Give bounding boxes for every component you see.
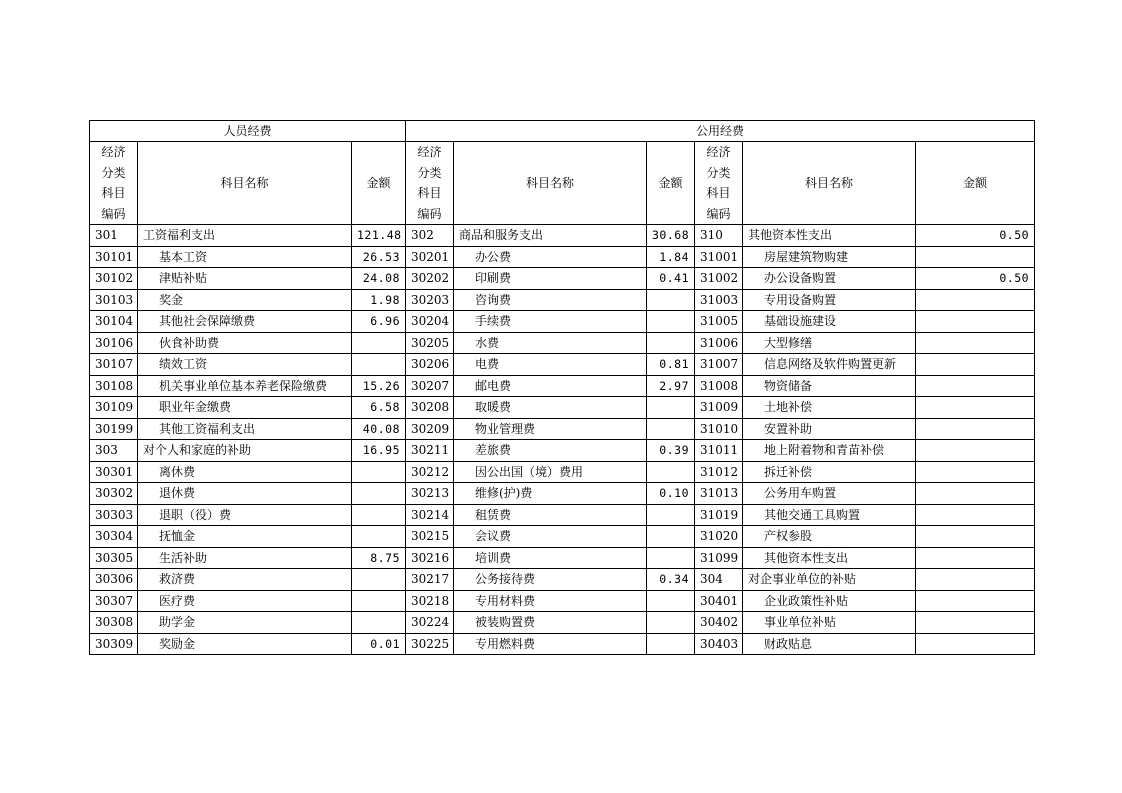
account-code: 31013: [695, 483, 743, 505]
account-name: [138, 246, 352, 268]
amount-value: [352, 354, 406, 376]
account-name-text: 土地补偿: [764, 400, 813, 415]
account-name: [743, 246, 916, 268]
account-name-text: 办公设备购置: [764, 271, 837, 286]
account-name-text: 离休费: [159, 464, 196, 479]
account-name-text: 专用设备购置: [764, 292, 837, 307]
amount-value: 0.10: [647, 483, 695, 505]
amount-value: [352, 569, 406, 591]
account-code: 30403: [695, 633, 743, 655]
amount-value: [647, 311, 695, 333]
amount-value: 0.01: [352, 633, 406, 655]
account-name-text: 奖金: [159, 292, 184, 307]
amount-value: [352, 483, 406, 505]
account-name-text: 被装购置费: [475, 615, 536, 630]
personnel-header: 人员经费: [90, 121, 406, 142]
account-name: [138, 225, 352, 247]
account-name: [454, 461, 647, 483]
account-name: [743, 504, 916, 526]
amount-value: [916, 246, 1035, 268]
account-name-text: 津贴补贴: [159, 271, 208, 286]
amount-value: 6.96: [352, 311, 406, 333]
amount-value: 0.81: [647, 354, 695, 376]
account-name: [138, 268, 352, 290]
account-code: 30304: [90, 526, 138, 548]
account-name: [743, 268, 916, 290]
account-name: [743, 311, 916, 333]
account-name: [138, 633, 352, 655]
account-name: [138, 612, 352, 634]
column-header-row: [90, 142, 1035, 225]
amount-value: [647, 461, 695, 483]
table-row: [90, 418, 1035, 440]
table-row: [90, 289, 1035, 311]
amount-value: 0.50: [916, 268, 1035, 290]
account-name-text: 伙食补助费: [159, 335, 220, 350]
account-name-text: 专用材料费: [475, 593, 536, 608]
amount-value: [352, 461, 406, 483]
amount-value: [916, 590, 1035, 612]
account-name-text: 生活补助: [159, 550, 208, 565]
amount-value: [647, 590, 695, 612]
account-name: [138, 311, 352, 333]
account-name-text: 退休费: [159, 486, 196, 501]
account-name-text: 安置补助: [764, 421, 813, 436]
account-name-text: 抚恤金: [159, 529, 196, 544]
account-name-text: 地上附着物和青苗补偿: [764, 443, 885, 458]
account-name: [454, 590, 647, 612]
name-header: 科目名称: [454, 142, 647, 225]
amount-value: 8.75: [352, 547, 406, 569]
amount-value: [647, 633, 695, 655]
account-code: 30217: [406, 569, 454, 591]
account-code: 30108: [90, 375, 138, 397]
amount-header: 金额: [352, 142, 406, 225]
code-header: 经济 分类 科目 编码: [695, 142, 743, 225]
amount-value: [352, 332, 406, 354]
account-code: 30214: [406, 504, 454, 526]
code-header: 经济 分类 科目 编码: [406, 142, 454, 225]
account-name: [743, 612, 916, 634]
amount-value: 0.41: [647, 268, 695, 290]
account-code: 31005: [695, 311, 743, 333]
account-code: 30208: [406, 397, 454, 419]
account-name: [138, 526, 352, 548]
table-row: [90, 332, 1035, 354]
account-code: 31002: [695, 268, 743, 290]
account-name-text: 物资储备: [764, 378, 813, 393]
account-name: [454, 633, 647, 655]
account-name: [743, 483, 916, 505]
account-name: [743, 418, 916, 440]
amount-value: 0.39: [647, 440, 695, 462]
account-name: [743, 397, 916, 419]
account-name-text: 取暖费: [475, 400, 512, 415]
account-code: 30225: [406, 633, 454, 655]
account-name-text: 事业单位补贴: [764, 615, 837, 630]
account-code: 30303: [90, 504, 138, 526]
account-name-text: 基础设施建设: [764, 314, 837, 329]
account-code: 31010: [695, 418, 743, 440]
account-name-text: 工资福利支出: [143, 228, 216, 243]
public-header: 公用经费: [406, 121, 1035, 142]
account-name-text: 培训费: [475, 550, 512, 565]
account-code: 31003: [695, 289, 743, 311]
account-name-text: 财政贴息: [764, 636, 813, 651]
name-header: 科目名称: [138, 142, 352, 225]
account-name-text: 公务接待费: [475, 572, 536, 587]
amount-value: 0.34: [647, 569, 695, 591]
account-code: 30213: [406, 483, 454, 505]
account-code: 30109: [90, 397, 138, 419]
amount-value: [916, 612, 1035, 634]
amount-value: 30.68: [647, 225, 695, 247]
amount-value: [647, 332, 695, 354]
account-name-text: 办公费: [475, 249, 512, 264]
table-row: [90, 311, 1035, 333]
account-name: [138, 375, 352, 397]
account-code: 30106: [90, 332, 138, 354]
account-name: [454, 246, 647, 268]
amount-value: 6.58: [352, 397, 406, 419]
account-name-text: 商品和服务支出: [459, 228, 544, 243]
account-code: 30107: [90, 354, 138, 376]
account-code: 30212: [406, 461, 454, 483]
account-name: [743, 526, 916, 548]
account-code: 30201: [406, 246, 454, 268]
account-code: 30101: [90, 246, 138, 268]
account-name: [743, 289, 916, 311]
account-code: 31007: [695, 354, 743, 376]
amount-value: [352, 612, 406, 634]
amount-value: [916, 289, 1035, 311]
account-name-text: 绩效工资: [159, 357, 208, 372]
table-row: [90, 590, 1035, 612]
account-code: 30215: [406, 526, 454, 548]
amount-value: [916, 354, 1035, 376]
account-code: 303: [90, 440, 138, 462]
account-name: [743, 590, 916, 612]
table-row: [90, 504, 1035, 526]
account-name: [743, 461, 916, 483]
account-name: [454, 526, 647, 548]
amount-value: 1.84: [647, 246, 695, 268]
amount-value: 121.48: [352, 225, 406, 247]
account-name-text: 奖励金: [159, 636, 196, 651]
account-name-text: 咨询费: [475, 292, 512, 307]
account-code: 31011: [695, 440, 743, 462]
account-name-text: 公务用车购置: [764, 486, 837, 501]
account-code: 31001: [695, 246, 743, 268]
account-name: [454, 354, 647, 376]
account-code: 301: [90, 225, 138, 247]
account-code: 30202: [406, 268, 454, 290]
account-name: [454, 612, 647, 634]
account-code: 30207: [406, 375, 454, 397]
amount-value: 0.50: [916, 225, 1035, 247]
amount-value: 16.95: [352, 440, 406, 462]
account-name: [454, 569, 647, 591]
account-name-text: 对企事业单位的补贴: [748, 572, 857, 587]
table-row: [90, 268, 1035, 290]
account-name: [454, 289, 647, 311]
account-code: 30402: [695, 612, 743, 634]
account-code: 30302: [90, 483, 138, 505]
account-name: [454, 418, 647, 440]
account-name-text: 信息网络及软件购置更新: [764, 357, 897, 372]
amount-value: [916, 633, 1035, 655]
table-row: [90, 612, 1035, 634]
account-name: [138, 332, 352, 354]
account-name: [454, 332, 647, 354]
account-name: [743, 332, 916, 354]
account-name-text: 专用燃料费: [475, 636, 536, 651]
account-name-text: 机关事业单位基本养老保险缴费: [159, 378, 328, 393]
account-name-text: 拆迁补偿: [764, 464, 813, 479]
amount-value: [916, 483, 1035, 505]
account-code: 30224: [406, 612, 454, 634]
amount-value: [916, 418, 1035, 440]
table-row: [90, 461, 1035, 483]
account-name: [454, 547, 647, 569]
account-code: 30205: [406, 332, 454, 354]
amount-value: [916, 461, 1035, 483]
amount-header: 金额: [647, 142, 695, 225]
amount-value: [916, 547, 1035, 569]
account-name: [743, 225, 916, 247]
account-name-text: 因公出国（境）费用: [475, 464, 584, 479]
account-name: [138, 547, 352, 569]
amount-value: [647, 504, 695, 526]
amount-value: 2.97: [647, 375, 695, 397]
account-code: 31008: [695, 375, 743, 397]
account-name: [138, 354, 352, 376]
amount-value: [916, 569, 1035, 591]
account-code: 30199: [90, 418, 138, 440]
amount-value: [352, 526, 406, 548]
account-name: [138, 590, 352, 612]
amount-value: 26.53: [352, 246, 406, 268]
account-name-text: 差旅费: [475, 443, 512, 458]
account-name: [454, 483, 647, 505]
account-code: 310: [695, 225, 743, 247]
account-code: 30206: [406, 354, 454, 376]
table-row: [90, 633, 1035, 655]
account-code: 30308: [90, 612, 138, 634]
account-name-text: 租赁费: [475, 507, 512, 522]
amount-value: [647, 612, 695, 634]
account-name: [743, 440, 916, 462]
account-name-text: 医疗费: [159, 593, 196, 608]
account-name-text: 电费: [475, 357, 500, 372]
account-name: [454, 268, 647, 290]
account-code: 31019: [695, 504, 743, 526]
account-name: [138, 483, 352, 505]
account-code: 30102: [90, 268, 138, 290]
account-name: [138, 440, 352, 462]
account-code: 30211: [406, 440, 454, 462]
account-name-text: 退职（役）费: [159, 507, 232, 522]
account-name-text: 其他资本性支出: [764, 550, 849, 565]
table-row: [90, 354, 1035, 376]
amount-value: [352, 504, 406, 526]
account-name: [138, 397, 352, 419]
account-code: 304: [695, 569, 743, 591]
account-name-text: 印刷费: [475, 271, 512, 286]
amount-value: 24.08: [352, 268, 406, 290]
account-code: 30307: [90, 590, 138, 612]
account-name: [138, 418, 352, 440]
account-name-text: 其他资本性支出: [748, 228, 833, 243]
account-name-text: 助学金: [159, 615, 196, 630]
account-name-text: 产权参股: [764, 529, 813, 544]
account-code: 30203: [406, 289, 454, 311]
account-name-text: 对个人和家庭的补助: [143, 443, 252, 458]
account-name-text: 救济费: [159, 572, 196, 587]
group-header-row: [90, 121, 1035, 142]
account-name: [454, 225, 647, 247]
table-row: [90, 547, 1035, 569]
amount-value: [916, 375, 1035, 397]
account-code: 30305: [90, 547, 138, 569]
account-name: [138, 569, 352, 591]
account-name: [454, 440, 647, 462]
account-code: 30204: [406, 311, 454, 333]
amount-value: [647, 547, 695, 569]
account-name: [743, 633, 916, 655]
account-name: [454, 375, 647, 397]
amount-value: 1.98: [352, 289, 406, 311]
account-name-text: 手续费: [475, 314, 512, 329]
account-code: 30104: [90, 311, 138, 333]
account-name-text: 大型修缮: [764, 335, 813, 350]
account-code: 30103: [90, 289, 138, 311]
account-name-text: 会议费: [475, 529, 512, 544]
amount-value: [916, 332, 1035, 354]
account-name: [138, 461, 352, 483]
account-name: [454, 311, 647, 333]
account-code: 30401: [695, 590, 743, 612]
account-code: 31006: [695, 332, 743, 354]
account-name-text: 物业管理费: [475, 421, 536, 436]
amount-value: [647, 418, 695, 440]
account-name-text: 房屋建筑物购建: [764, 249, 849, 264]
table-row: [90, 397, 1035, 419]
amount-value: [647, 289, 695, 311]
account-code: 302: [406, 225, 454, 247]
account-name: [743, 354, 916, 376]
code-header: 经济 分类 科目 编码: [90, 142, 138, 225]
amount-value: [916, 526, 1035, 548]
table-row: [90, 225, 1035, 247]
account-name-text: 其他工资福利支出: [159, 421, 256, 436]
table-row: [90, 569, 1035, 591]
account-name-text: 基本工资: [159, 249, 208, 264]
account-code: 30218: [406, 590, 454, 612]
account-name: [454, 397, 647, 419]
account-code: 30216: [406, 547, 454, 569]
account-code: 31099: [695, 547, 743, 569]
account-name-text: 邮电费: [475, 378, 512, 393]
amount-value: [916, 397, 1035, 419]
amount-value: [916, 504, 1035, 526]
account-name-text: 企业政策性补贴: [764, 593, 849, 608]
account-code: 30301: [90, 461, 138, 483]
amount-value: [352, 590, 406, 612]
account-code: 31012: [695, 461, 743, 483]
account-name: [743, 569, 916, 591]
account-name-text: 其他交通工具购置: [764, 507, 861, 522]
amount-value: [916, 440, 1035, 462]
account-name: [138, 504, 352, 526]
account-name: [454, 504, 647, 526]
amount-value: 15.26: [352, 375, 406, 397]
amount-value: [916, 311, 1035, 333]
table-row: [90, 440, 1035, 462]
table-row: [90, 483, 1035, 505]
table-row: [90, 526, 1035, 548]
account-name: [138, 289, 352, 311]
account-code: 30209: [406, 418, 454, 440]
account-name-text: 维修(护)费: [475, 486, 533, 501]
account-code: 31009: [695, 397, 743, 419]
account-name-text: 其他社会保障缴费: [159, 314, 256, 329]
account-name-text: 水费: [475, 335, 500, 350]
account-code: 31020: [695, 526, 743, 548]
account-name: [743, 375, 916, 397]
amount-header: 金额: [916, 142, 1035, 225]
account-code: 30309: [90, 633, 138, 655]
table-row: [90, 246, 1035, 268]
account-name: [743, 547, 916, 569]
amount-value: [647, 526, 695, 548]
name-header: 科目名称: [743, 142, 916, 225]
amount-value: 40.08: [352, 418, 406, 440]
amount-value: [647, 397, 695, 419]
account-code: 30306: [90, 569, 138, 591]
table-row: [90, 375, 1035, 397]
account-name-text: 职业年金缴费: [159, 400, 232, 415]
budget-table: [89, 120, 1035, 655]
